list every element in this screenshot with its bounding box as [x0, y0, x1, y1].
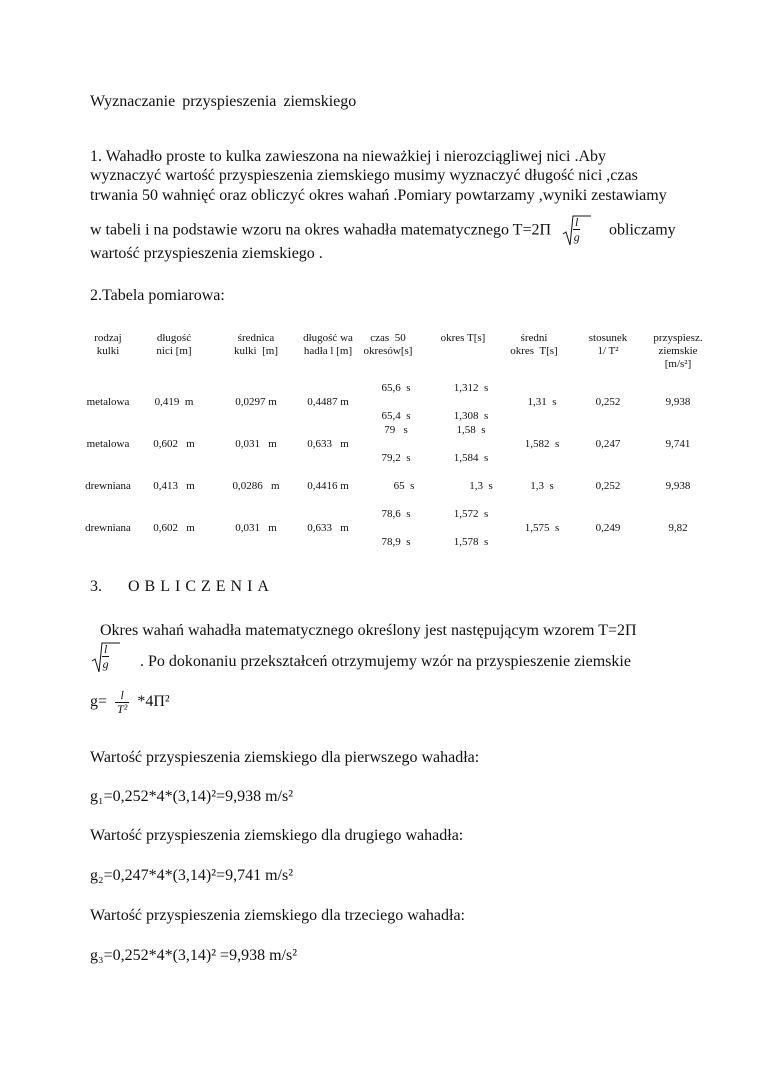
result-label-2: Wartość przyspieszenia ziemskiego dla drugiego wahadła: — [90, 827, 464, 844]
table-cell-diameter: 0,0286 m — [232, 480, 280, 492]
intro-line-2: wyznaczyć wartość przyspieszenia ziemskiego musimy wyznaczyć długość nici ,czas — [90, 167, 638, 184]
result-label-3: Wartość przyspieszenia ziemskiego dla trzeciego wahadła: — [90, 907, 465, 924]
table-header-2: długość nici [m] — [156, 332, 192, 357]
table-cell-gravity: 9,741 — [665, 438, 691, 450]
table-header-7: średni okres T[s] — [510, 332, 558, 357]
table-cell-length: 0,413 m — [153, 480, 195, 492]
section-3-number: 3. — [90, 578, 102, 595]
table-header-6: okres T[s] — [440, 332, 486, 344]
table-cell-time: 78,6 s — [381, 508, 411, 520]
result-formula-3: g₃=0,252*4*(3,14)² =9,938 m/s² — [90, 947, 297, 964]
table-header-3: średnica kulki [m] — [234, 332, 278, 357]
table-cell-ratio: 0,249 — [595, 522, 621, 534]
section-3-heading — [90, 578, 274, 596]
table-cell-ratio: 0,252 — [595, 396, 621, 408]
g-formula-suffix: *4Π² — [137, 693, 170, 711]
table-cell-diameter: 0,031 m — [235, 522, 277, 534]
result-formula-2: g₂=0,247*4*(3,14)²=9,741 m/s² — [90, 867, 293, 884]
intro-line-4-text: w tabeli i na podstawie wzoru na okres wahadła matematycznego T=2Π — [90, 221, 552, 239]
table-header-8: stosunek 1/ T² — [588, 332, 628, 357]
table-cell-gravity: 9,938 — [665, 480, 691, 492]
table-cell-average-period: 1,3 s — [530, 480, 554, 492]
table-cell-average-period: 1,582 s — [524, 438, 560, 450]
table-header-1: rodzaj kulki — [94, 332, 122, 357]
table-cell-length: 0,602 m — [153, 438, 195, 450]
table-cell-diameter: 0,031 m — [235, 438, 277, 450]
table-cell-period: 1,58 s — [456, 424, 486, 436]
table-cell-pendulum-length: 0,633 m — [307, 522, 349, 534]
calc-line-2: . Po dokonaniu przekształceń otrzymujemy wzór na przyspieszenie ziemskie — [140, 653, 631, 670]
table-heading: 2.Tabela pomiarowa: — [90, 287, 225, 304]
sqrt-fraction-2 — [102, 642, 109, 671]
table-cell-time: 65,6 s — [381, 382, 411, 394]
table-cell-kind: metalowa — [86, 396, 130, 408]
sqrt-numerator-2: l — [104, 642, 108, 656]
intro-line-4-end: obliczamy — [609, 221, 676, 239]
table-cell-ratio: 0,252 — [595, 480, 621, 492]
table-cell-gravity: 9,82 — [668, 522, 688, 534]
table-cell-length: 0,419 m — [154, 396, 194, 408]
document-title: Wyznaczanie przyspieszenia ziemskiego — [90, 93, 357, 110]
result-formula-1: g₁=0,252*4*(3,14)²=9,938 m/s² — [90, 788, 293, 805]
table-cell-pendulum-length: 0,633 m — [307, 438, 349, 450]
sqrt-fraction — [573, 215, 580, 244]
table-cell-period: 1,312 s — [453, 382, 489, 394]
g-formula-prefix: g= — [90, 693, 108, 711]
table-cell-kind: drewniana — [85, 522, 131, 534]
table-cell-period: 1,578 s — [453, 536, 489, 548]
table-cell-period: 1,308 s — [453, 410, 489, 422]
table-cell-period: 1,572 s — [453, 508, 489, 520]
result-label-1: Wartość przyspieszenia ziemskiego dla pierwszego wahadła: — [90, 749, 480, 766]
table-cell-period: 1,584 s — [453, 452, 489, 464]
table-header-5: czas 50 okresów[s] — [363, 332, 413, 357]
g-fraction-numerator: l — [115, 689, 129, 703]
table-cell-length: 0,602 m — [153, 522, 195, 534]
sqrt-denominator-2: g — [102, 657, 109, 671]
table-cell-time: 65,4 s — [381, 410, 411, 422]
table-cell-pendulum-length: 0,4487 m — [307, 396, 349, 408]
table-cell-time: 78,9 s — [381, 536, 411, 548]
table-cell-average-period: 1,575 s — [524, 522, 560, 534]
section-3-label: OBLICZENIA — [128, 578, 274, 595]
g-fraction — [115, 689, 129, 716]
table-cell-period: 1,3 s — [469, 480, 493, 492]
table-cell-pendulum-length: 0,4416 m — [307, 480, 349, 492]
sqrt-formula — [561, 214, 591, 248]
intro-line-4 — [90, 214, 676, 248]
table-header-9: przyspiesz. ziemskie [m/s²] — [653, 332, 703, 370]
intro-line-5: wartość przyspieszenia ziemskiego . — [90, 245, 323, 262]
table-cell-diameter: 0,0297 m — [235, 396, 277, 408]
table-cell-average-period: 1,31 s — [527, 396, 557, 408]
table-cell-kind: drewniana — [85, 480, 131, 492]
g-formula — [90, 689, 170, 716]
sqrt-denominator: g — [573, 230, 580, 244]
table-cell-gravity: 9,938 — [665, 396, 691, 408]
sqrt-formula-2 — [90, 641, 120, 675]
intro-line-3: trwania 50 wahnięć oraz obliczyć okres wahań .Pomiary powtarzamy ,wyniki zestawiamy — [90, 187, 667, 204]
table-cell-time: 79,2 s — [381, 452, 411, 464]
table-cell-ratio: 0,247 — [595, 438, 621, 450]
table-cell-time: 79 s — [384, 424, 408, 436]
sqrt-numerator: l — [575, 215, 579, 229]
calc-line-1: Okres wahań wahadła matematycznego określony jest następującym wzorem T=2Π — [100, 622, 637, 639]
intro-line-1: 1. Wahadło proste to kulka zawieszona na nieważkiej i nierozciągliwej nici .Aby — [90, 148, 607, 165]
table-header-4: długość wa hadła l [m] — [303, 332, 353, 357]
table-cell-time: 65 s — [393, 480, 415, 492]
table-cell-kind: metalowa — [86, 438, 130, 450]
g-fraction-denominator: T² — [117, 702, 128, 716]
